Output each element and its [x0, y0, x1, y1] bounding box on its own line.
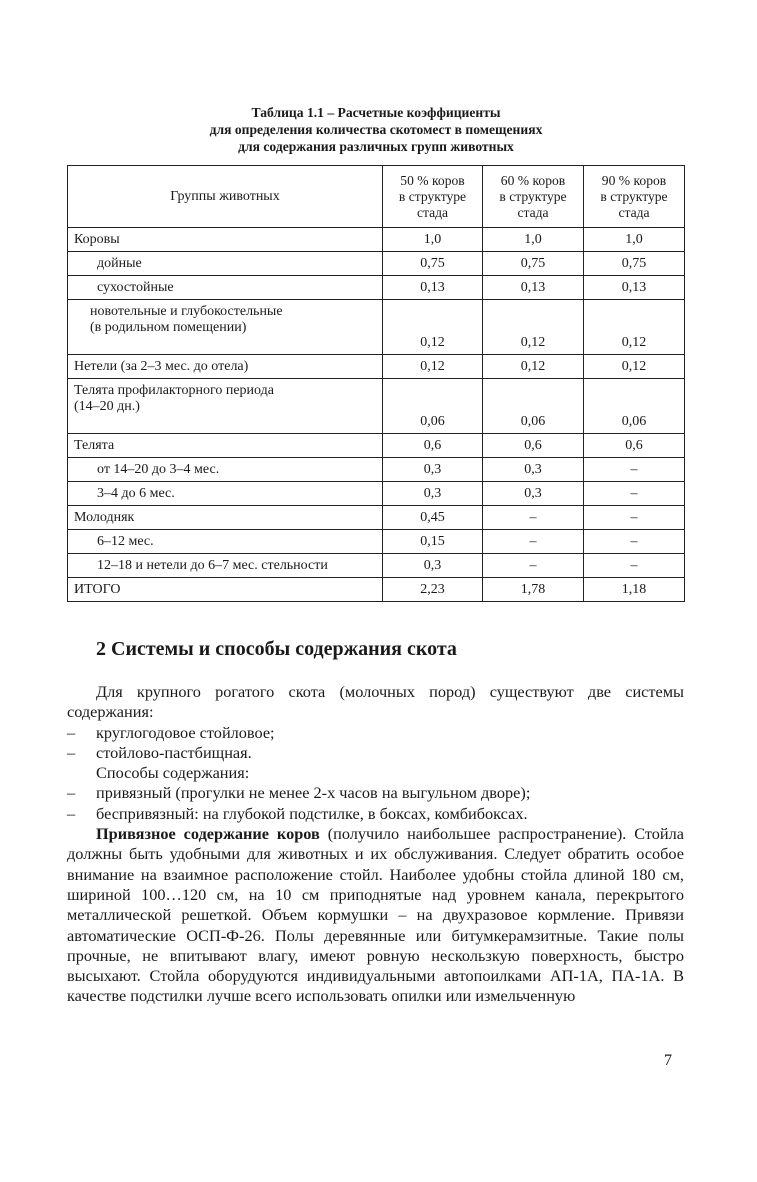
- caption-line-2: для определения количества скотомест в помещениях: [209, 122, 543, 137]
- cell-90: 1,18: [584, 578, 685, 602]
- table-row: [68, 530, 685, 554]
- cell-50: 0,3: [383, 482, 483, 506]
- cell-60: 1,0: [483, 228, 584, 252]
- cell-60: 0,12: [483, 300, 584, 355]
- paragraph-intro: Для крупного рогатого скота (молочных пород) существуют две системы содержания:: [67, 682, 684, 722]
- list-item: – круглогодовое стойловое;: [67, 722, 275, 742]
- cell-90: 0,13: [584, 276, 685, 300]
- cell-60: 0,3: [483, 458, 584, 482]
- table-row-total: [68, 578, 685, 602]
- cell-50: 0,6: [383, 434, 483, 458]
- cell-50: 0,12: [383, 300, 483, 355]
- list-item: – стойлово-пастбищная.: [67, 742, 252, 762]
- cell-90: –: [584, 530, 685, 554]
- row-label: 3–4 до 6 мес.: [68, 482, 383, 506]
- row-label: дойные: [68, 252, 383, 276]
- page-number: 7: [664, 1052, 672, 1069]
- cell-60: 1,78: [483, 578, 584, 602]
- cell-90: 0,6: [584, 434, 685, 458]
- row-label: Нетели (за 2–3 мес. до отела): [68, 355, 383, 379]
- table-row: [68, 506, 685, 530]
- cell-90: 0,12: [584, 300, 685, 355]
- cell-90: –: [584, 482, 685, 506]
- table-row: [68, 379, 685, 434]
- table-row: [68, 434, 685, 458]
- cell-50: 0,13: [383, 276, 483, 300]
- table-row: [68, 228, 685, 252]
- cell-60: –: [483, 530, 584, 554]
- cell-90: 0,75: [584, 252, 685, 276]
- cell-90: 0,06: [584, 379, 685, 434]
- row-label: Телята профилакторного периода (14–20 дн.): [68, 379, 383, 434]
- cell-60: 0,12: [483, 355, 584, 379]
- cell-50: 0,45: [383, 506, 483, 530]
- row-label: новотельные и глубокостельные (в родильном помещении): [68, 300, 383, 355]
- cell-50: 0,12: [383, 355, 483, 379]
- cell-60: 0,13: [483, 276, 584, 300]
- row-label: 12–18 и нетели до 6–7 мес. стельности: [68, 554, 383, 578]
- header-60: 60 % коров в структуре стада: [483, 166, 584, 228]
- table-row: [68, 458, 685, 482]
- table-row: [68, 482, 685, 506]
- cell-60: –: [483, 554, 584, 578]
- cell-50: 0,75: [383, 252, 483, 276]
- cell-90: –: [584, 554, 685, 578]
- cell-60: 0,6: [483, 434, 584, 458]
- cell-90: –: [584, 458, 685, 482]
- table-row: [68, 252, 685, 276]
- caption-line-3: для содержания различных групп животных: [238, 139, 514, 154]
- row-label: Телята: [68, 434, 383, 458]
- header-50: 50 % коров в структуре стада: [383, 166, 483, 228]
- cell-90: 1,0: [584, 228, 685, 252]
- row-label: Коровы: [68, 228, 383, 252]
- header-group: Группы животных: [68, 166, 383, 228]
- table-row: [68, 554, 685, 578]
- cell-50: 2,23: [383, 578, 483, 602]
- cell-50: 0,3: [383, 554, 483, 578]
- table-header-row: [68, 166, 685, 228]
- cell-90: –: [584, 506, 685, 530]
- cell-50: 0,06: [383, 379, 483, 434]
- caption-line-1: Таблица 1.1 – Расчетные коэффициенты: [251, 105, 501, 120]
- table-row: [68, 300, 685, 355]
- header-90: 90 % коров в структуре стада: [584, 166, 685, 228]
- row-label: от 14–20 до 3–4 мес.: [68, 458, 383, 482]
- row-label: 6–12 мес.: [68, 530, 383, 554]
- methods-label: Способы содержания:: [96, 763, 250, 783]
- row-label: сухостойные: [68, 276, 383, 300]
- cell-60: 0,3: [483, 482, 584, 506]
- section-heading: 2 Системы и способы содержания скота: [96, 638, 457, 660]
- table-row: [68, 276, 685, 300]
- row-label: ИТОГО: [68, 578, 383, 602]
- cell-60: 0,06: [483, 379, 584, 434]
- list-item: – привязный (прогулки не менее 2-х часов на выгульном дворе);: [67, 783, 531, 803]
- paragraph-lead-bold: Привязное содержание коров: [96, 824, 320, 844]
- cell-50: 1,0: [383, 228, 483, 252]
- body-text: [67, 682, 684, 1007]
- table-row: [68, 355, 685, 379]
- cell-90: 0,12: [584, 355, 685, 379]
- coefficients-table: [67, 165, 685, 602]
- cell-60: 0,75: [483, 252, 584, 276]
- cell-50: 0,15: [383, 530, 483, 554]
- table-caption: [68, 104, 684, 155]
- row-label: Молодняк: [68, 506, 383, 530]
- list-item: – беспривязный: на глубокой подстилке, в боксах, комбибоксах.: [67, 803, 528, 823]
- paragraph-tethered: Привязное содержание коров (получило наибольшее распространение). Стойла должны быть удобными для животных и их обслуживания. Следует обратить особое внимание на взаимное расположение стойл. Наиболее удобны стойла длиной 180 см, шириной 100…120 см, на 10 см приподнятые над уровнем канала, перекрытого металлической решеткой. Объем кормушки – на двухразовое кормление. Привязи автоматические ОСП-Ф-26. Полы деревянные или битумкерамзитные. Такие полы прочные, не впитывают влагу, имеют ровную нескользкую поверхность, быстро высыхают. Стойла оборудуются индивидуальными автопоилками АП-1А, ПА-1А. В качестве подстилки лучше всего использовать опилки или измельченную: [67, 824, 684, 1006]
- cell-50: 0,3: [383, 458, 483, 482]
- cell-60: –: [483, 506, 584, 530]
